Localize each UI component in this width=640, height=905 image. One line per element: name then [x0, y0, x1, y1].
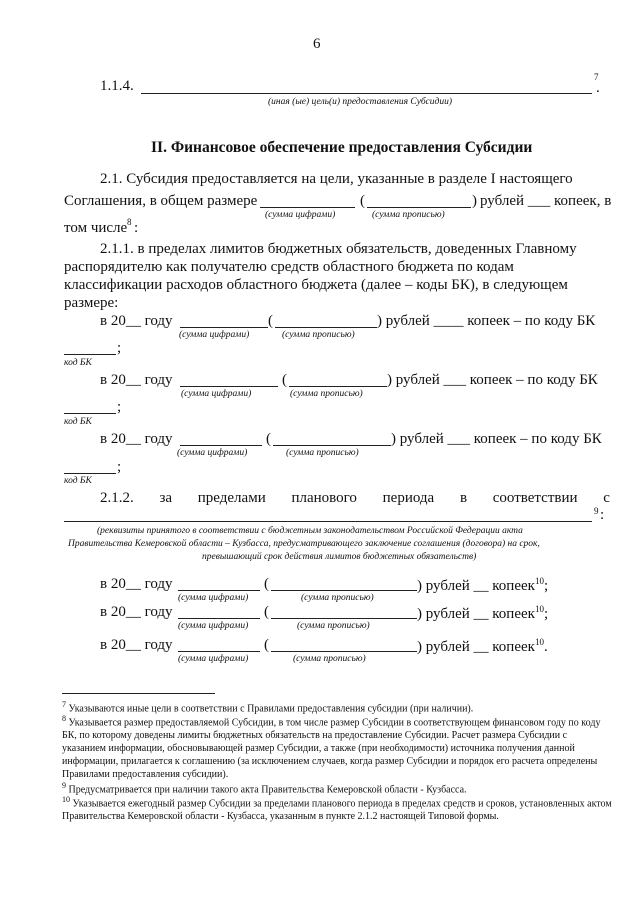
row212-3-end: . [543, 639, 548, 655]
p212-line1 [100, 490, 610, 507]
footnote-ref-7: 7 [594, 72, 599, 82]
row212-1-end: ; [543, 578, 549, 594]
row212-3-paren: ( [264, 637, 269, 653]
footnote-7-num: 7 [62, 700, 66, 709]
footnote-8 [62, 712, 612, 781]
footnote-separator [62, 693, 215, 694]
row212-2-cap-digits: (сумма цифрами) [178, 621, 249, 631]
p212-word: планового [291, 490, 357, 506]
p212-colon: : [600, 507, 605, 523]
p21-sum-words-field[interactable] [367, 207, 471, 208]
p21-line2b: рублей ___ копеек, в [480, 193, 612, 209]
p21-open-paren: ( [360, 193, 365, 209]
row212-3-words-field[interactable] [271, 651, 417, 652]
year-row-2-words-field[interactable] [289, 386, 387, 387]
footnote-ref-10: 10 [534, 637, 544, 647]
row212-1-cap-words: (сумма прописью) [301, 593, 374, 603]
p21-cap-words: (сумма прописью) [372, 210, 445, 220]
p211-line1: 2.1.1. в пределах лимитов бюджетных обязательств, доведенных Главному [100, 241, 577, 257]
row212-1-rub-text: ) рублей __ копеек [417, 578, 535, 594]
row212-2-label: в 20__ году [100, 604, 173, 620]
year-row-3-code-field[interactable] [64, 473, 116, 474]
p21-line1-text: 2.1. Субсидия предоставляется на цели, указанные в разделе I настоящего [100, 171, 573, 187]
footnote-10-text: Указывается ежегодный размер Субсидии за пределами планового периода в пределах средств и сроков, установленных актом Правительства Кемеровской области - Кузбасса, указанным в пункте 2.1.2 настоящей Типовой формы. [62, 798, 612, 823]
row212-2-end: ; [543, 606, 549, 622]
p212-caption-1: (реквизиты принятого в соответствии с бюджетным законодательством Российской Федерации акта [97, 526, 523, 536]
p212-word: 2.1.2. [100, 490, 134, 506]
p212-act-field[interactable] [64, 521, 592, 522]
footnote-7-text: Указываются иные цели в соответствии с Правилами предоставления субсидии (при наличии). [68, 703, 474, 715]
p212-word: с [603, 490, 610, 506]
year-row-2-paren: ( [282, 372, 287, 388]
year-row-3-semicolon: ; [117, 459, 122, 475]
row212-1-digits-field[interactable] [178, 590, 260, 591]
p21-sum-digits-field[interactable] [260, 207, 355, 208]
year-row-3-cap-words: (сумма прописью) [286, 448, 359, 458]
p212-caption-3: превышающий срок действия лимитов бюджетных обязательств) [202, 552, 477, 562]
section-title: II. Финансовое обеспечение предоставления Субсидии [151, 139, 533, 156]
p21-close-paren: ) [472, 193, 477, 209]
p21-line3: том числе [64, 220, 128, 236]
page-number: 6 [313, 36, 321, 52]
year-row-3-words-field[interactable] [273, 445, 391, 446]
p212-word: пределами [197, 490, 266, 506]
year-row-1-semicolon: ; [117, 340, 122, 356]
year-row-2-digits-field[interactable] [180, 386, 278, 387]
row212-2-rub [417, 604, 548, 623]
p211-line3: классификации расходов областного бюджета (далее – коды БК), в следующем [64, 277, 568, 293]
row212-3-rub [417, 637, 548, 656]
footnote-10 [62, 793, 612, 823]
p211-line2: распорядителю как получателю средств областного бюджета по кодам [64, 259, 514, 275]
p212-word: периода [382, 490, 435, 506]
year-row-1-paren: ( [268, 313, 273, 329]
footnote-ref-10: 10 [534, 604, 544, 614]
footnote-ref-10: 10 [534, 576, 544, 586]
row212-1-words-field[interactable] [271, 590, 417, 591]
row212-2-words-field[interactable] [271, 618, 417, 619]
year-row-2-code-field[interactable] [64, 413, 116, 414]
row212-3-label: в 20__ году [100, 637, 173, 653]
year-row-1-digits-field[interactable] [180, 327, 268, 328]
row212-3-cap-digits: (сумма цифрами) [178, 654, 249, 664]
row212-2-cap-words: (сумма прописью) [297, 621, 370, 631]
row212-3-cap-words: (сумма прописью) [293, 654, 366, 664]
year-row-1-cap-digits: (сумма цифрами) [179, 330, 250, 340]
footnote-ref-9: 9 [594, 506, 599, 516]
footnote-8-num: 8 [62, 714, 66, 723]
row212-2-paren: ( [264, 604, 269, 620]
year-row-3-rub: ) рублей ___ копеек – по коду БК [391, 431, 602, 447]
p212-word: в [459, 490, 468, 506]
year-row-3-label: в 20__ году [100, 431, 173, 447]
row212-1-paren: ( [264, 576, 269, 592]
row212-2-rub-text: ) рублей __ копеек [417, 606, 535, 622]
p21-line1 [100, 171, 610, 188]
row212-3-digits-field[interactable] [178, 651, 260, 652]
item-1-1-4-period: . [596, 80, 600, 96]
p212-word: соответствии [492, 490, 578, 506]
year-row-3-digits-field[interactable] [180, 445, 262, 446]
p21-line2a: Соглашения, в общем размере [64, 193, 258, 209]
year-row-2-label: в 20__ году [100, 372, 173, 388]
p212-caption-2: Правительства Кемеровской области – Кузбасса, предусматривающего заключение соглашения (договора) на срок, [68, 539, 540, 549]
year-row-3-code-cap: код БК [64, 476, 92, 486]
p212-word: за [159, 490, 173, 506]
row212-2-digits-field[interactable] [178, 618, 260, 619]
p21-cap-digits: (сумма цифрами) [265, 210, 336, 220]
year-row-2-cap-words: (сумма прописью) [290, 389, 363, 399]
item-1-1-4-caption: (иная (ые) цель(и) предоставления Субсидии) [268, 97, 452, 107]
year-row-1-cap-words: (сумма прописью) [282, 330, 355, 340]
year-row-1-rub: ) рублей ____ копеек – по коду БК [377, 313, 596, 329]
year-row-2-semicolon: ; [117, 399, 122, 415]
year-row-1-words-field[interactable] [275, 327, 377, 328]
p211-line4: размере: [64, 295, 119, 311]
footnote-10-num: 10 [62, 795, 70, 804]
year-row-1-code-cap: код БК [64, 358, 92, 368]
footnote-9-num: 9 [62, 781, 66, 790]
year-row-2-cap-digits: (сумма цифрами) [181, 389, 252, 399]
year-row-3-cap-digits: (сумма цифрами) [177, 448, 248, 458]
year-row-1-code-field[interactable] [64, 354, 116, 355]
item-1-1-4-label: 1.1.4. [100, 78, 134, 94]
year-row-2-rub: ) рублей ___ копеек – по коду БК [387, 372, 598, 388]
year-row-2-code-cap: код БК [64, 417, 92, 427]
footnote-ref-8: 8 [127, 217, 132, 227]
row212-1-cap-digits: (сумма цифрами) [178, 593, 249, 603]
item-1-1-4-blank[interactable] [141, 93, 592, 94]
row212-1-rub [417, 576, 548, 595]
footnote-8-text: Указывается размер предоставляемой Субсидии, в том числе размер Субсидии в соответствующем финансовом году по коду БК, по которому доведены лимиты бюджетных обязательств на предоставление Субсидии. Расчет размера Субсидии с указанием информации, обосновывающей размер Субсидии, а также (при необходимости) источника получения данной информации, прилагается к соглашению (за исключением случаев, когда размер Субсидии и порядок его расчета определены Правилами предоставления субсидии). [62, 717, 601, 781]
p21-colon: : [134, 220, 139, 236]
row212-1-label: в 20__ году [100, 576, 173, 592]
row212-3-rub-text: ) рублей __ копеек [417, 639, 535, 655]
year-row-1-label: в 20__ году [100, 313, 173, 329]
footnote-9-text: Предусматривается при наличии такого акта Правительства Кемеровской области - Кузбасса. [68, 784, 467, 796]
year-row-3-paren: ( [266, 431, 271, 447]
